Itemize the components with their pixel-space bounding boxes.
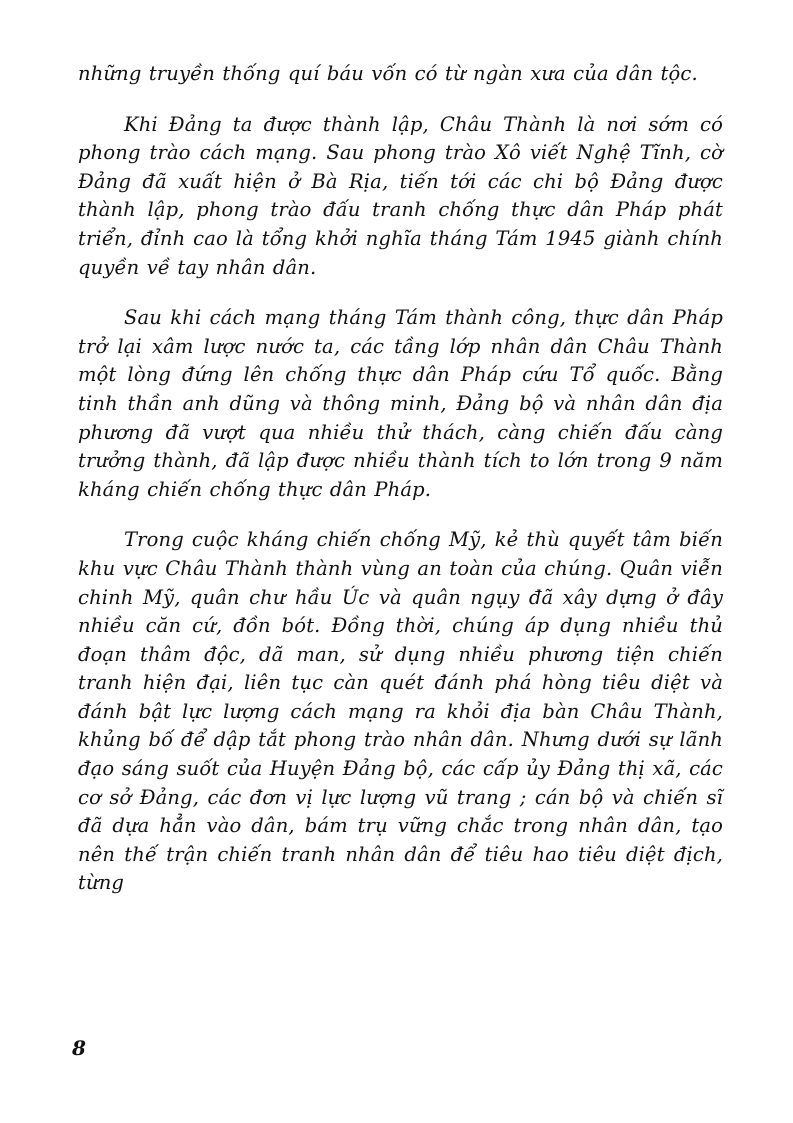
page-number: 8 — [72, 1036, 86, 1060]
paragraph-1: những truyền thống quí báu vốn có từ ngàn xưa của dân tộc. — [78, 62, 698, 85]
paragraph-3: Sau khi cách mạng tháng Tám thành công, thực dân Pháp trở lại xâm lược nước ta, các tầng lớp nhân dân Châu Thành một lòng đứng lên chống thực dân Pháp cứu Tổ quốc. Bằng tinh thần anh dũng và thông minh, Đảng bộ và nhân dân địa phương đã vượt qua nhiều thử thách, càng chiến đấu càng trưởng thành, đã lập được nhiều thành tích to lớn trong 9 năm kháng chiến chống thực dân Pháp. — [78, 306, 723, 501]
paragraph-4: Trong cuộc kháng chiến chống Mỹ, kẻ thù quyết tâm biến khu vực Châu Thành thành vùng an toàn của chúng. Quân viễn chinh Mỹ, quân chư hầu Úc và quân ngụy đã xây dựng ở đây nhiều căn cứ, đồn bót. Đồng thời, chúng áp dụng nhiều thủ đoạn thâm độc, dã man, sử dụng nhiều phương tiện chiến tranh hiện đại, liên tục càn quét đánh phá hòng tiêu diệt và đánh bật lực lượng cách mạng ra khỏi địa bàn Châu Thành, khủng bố để dập tắt phong trào nhân dân. Nhưng dưới sự lãnh đạo sáng suốt của Huyện Đảng bộ, các cấp ủy Đảng thị xã, các cơ sở Đảng, các đơn vị lực lượng vũ trang ; cán bộ và chiến sĩ đã dựa hẳn vào dân, bám trụ vững chắc trong nhân dân, tạo nên thế trận chiến tranh nhân dân để tiêu hao tiêu diệt địch, từng — [78, 528, 723, 895]
document-body — [78, 60, 723, 898]
paragraph-2: Khi Đảng ta được thành lập, Châu Thành là nơi sớm có phong trào cách mạng. Sau phong trào Xô viết Nghệ Tĩnh, cờ Đảng đã xuất hiện ở Bà Rịa, tiến tới các chi bộ Đảng được thành lập, phong trào đấu tranh chống thực dân Pháp phát triển, đỉnh cao là tổng khởi nghĩa tháng Tám 1945 giành chính quyền về tay nhân dân. — [78, 112, 723, 279]
